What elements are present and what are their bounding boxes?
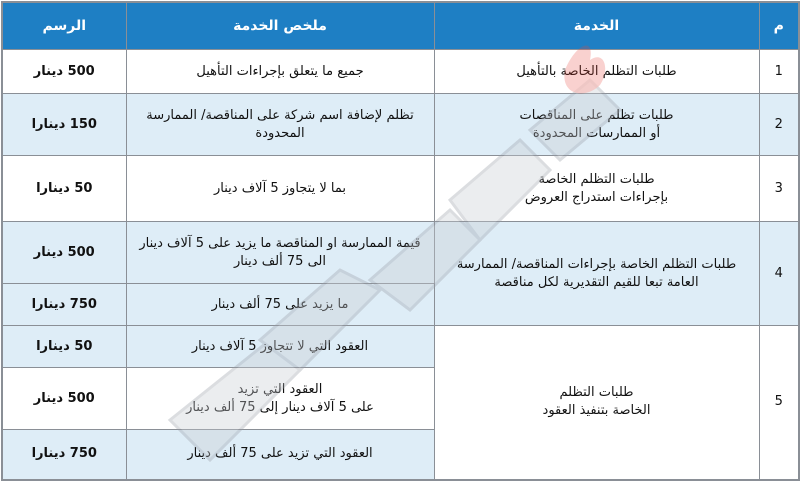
service-name: طلبات التظلم الخاصة بالتأهيل bbox=[434, 50, 759, 94]
service-summary: العقود التي تزيد على 5 آلاف دينار إلى 75 ألف دينار bbox=[126, 368, 434, 430]
table-row bbox=[2, 156, 799, 222]
fee-value: 500 دينار bbox=[2, 222, 126, 284]
service-summary: بما لا يتجاوز 5 آلاف دينار bbox=[126, 156, 434, 222]
table-row bbox=[2, 94, 799, 156]
service-name: طلبات التظلم الخاصة بإجراءات استدراج العروض bbox=[434, 156, 759, 222]
service-name: طلبات تظلم على المناقصات أو الممارسات المحدودة bbox=[434, 94, 759, 156]
fee-value: 150 دينارا bbox=[2, 94, 126, 156]
service-summary: ما يزيد على 75 ألف دينار bbox=[126, 284, 434, 326]
header-num: م bbox=[759, 2, 799, 50]
fee-value: 750 دينارا bbox=[2, 284, 126, 326]
service-summary: قيمة الممارسة او المناقصة ما يزيد على 5 آلاف دينار الى 75 ألف دينار bbox=[126, 222, 434, 284]
fee-value: 50 دينارا bbox=[2, 326, 126, 368]
service-name: طلبات التظلم الخاصة بإجراءات المناقصة/ الممارسة العامة تبعا للقيم التقديرية لكل مناقصة bbox=[434, 222, 759, 326]
header-fee: الرسم bbox=[2, 2, 126, 50]
header-service: الخدمة bbox=[434, 2, 759, 50]
header-summary: ملخص الخدمة bbox=[126, 2, 434, 50]
service-summary: تظلم لإضافة اسم شركة على المناقصة/ الممارسة المحدودة bbox=[126, 94, 434, 156]
row-number: 2 bbox=[759, 94, 799, 156]
row-number: 5 bbox=[759, 326, 799, 480]
fee-value: 500 دينار bbox=[2, 368, 126, 430]
fee-value: 500 دينار bbox=[2, 50, 126, 94]
fee-value: 750 دينارا bbox=[2, 430, 126, 480]
service-summary: العقود التي تزيد على 75 ألف دينار bbox=[126, 430, 434, 480]
table-row bbox=[2, 222, 799, 284]
service-name: طلبات التظلم الخاصة بتنفيذ العقود bbox=[434, 326, 759, 480]
row-number: 1 bbox=[759, 50, 799, 94]
fee-value: 50 دينارا bbox=[2, 156, 126, 222]
row-number: 4 bbox=[759, 222, 799, 326]
service-summary: جميع ما يتعلق بإجراءات التأهيل bbox=[126, 50, 434, 94]
table-header-row bbox=[2, 2, 799, 50]
grievance-fees-table bbox=[1, 1, 800, 481]
service-summary: العقود التي لا تتجاوز 5 آلاف دينار bbox=[126, 326, 434, 368]
row-number: 3 bbox=[759, 156, 799, 222]
table-row bbox=[2, 50, 799, 94]
table-row bbox=[2, 326, 799, 368]
